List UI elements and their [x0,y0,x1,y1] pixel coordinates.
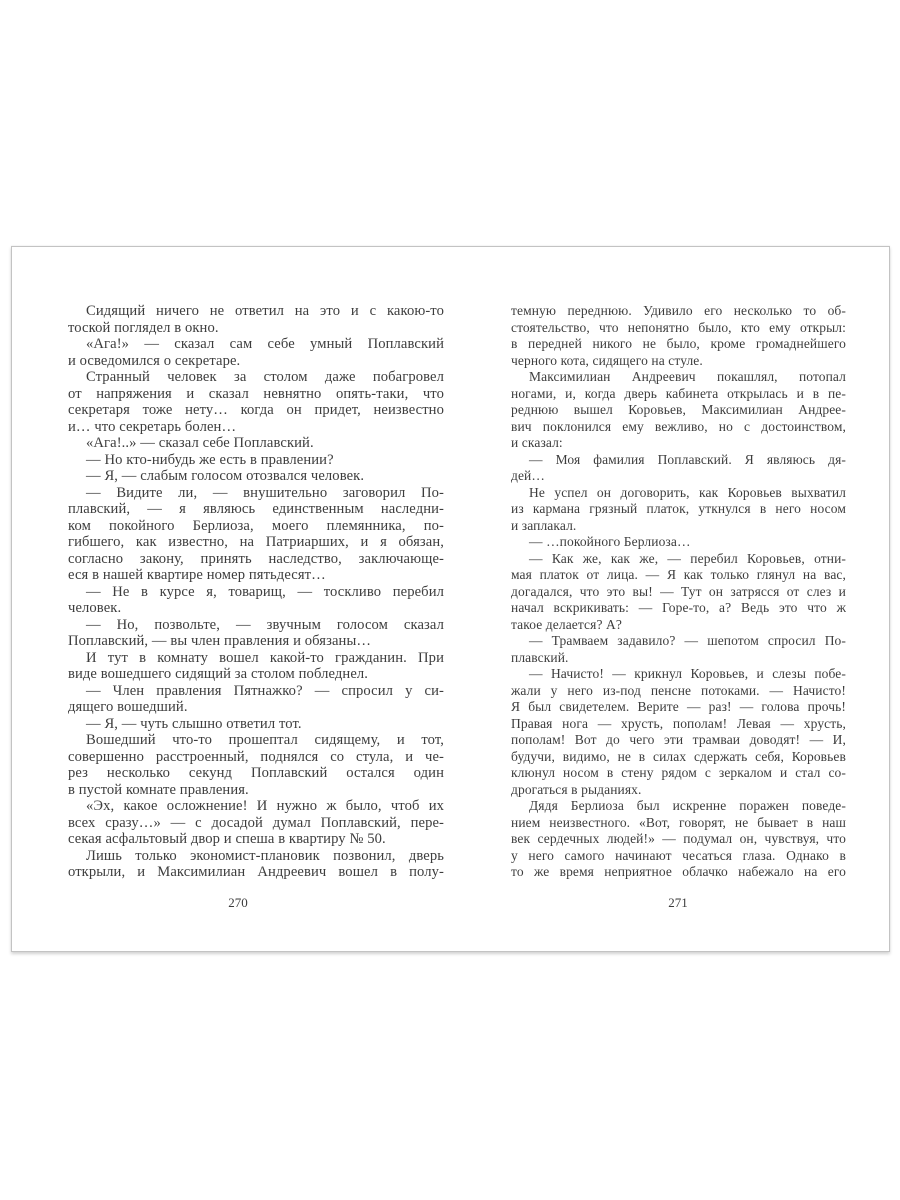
text-line: в передней никого не было, кроме громаднейшего [511,336,846,351]
text-line: Сидящий ничего не ответил на это и с какою-то [86,303,444,319]
text-line: Правая нога — хрусть, пополам! Левая — хрусть, [511,715,846,731]
text-line: от напряжения и сказал невнятно опять-таки, что [68,385,444,402]
text-line: пополам! Вот до чего эти трамваи доводят! — И, [511,732,846,747]
text-line: Дядя Берлиоза был искренне поражен поведе- [529,798,846,813]
text-line: «Эх, какое осложнение! И нужно ж было, чтоб их [86,798,444,814]
text-line: Странный человек за столом даже побагровел [86,369,444,385]
text-line: согласно закону, принять наследство, заключающе- [68,550,444,567]
text-line: реднюю вышел Коровьев, Максимилиан Андрее- [511,402,846,417]
text-line: ком покойного Берлиоза, моего племянника, по- [68,517,444,534]
text-line: дрогаться в рыданиях. [511,781,642,797]
text-line: темную переднюю. Удивило его несколько то об- [511,303,846,318]
text-line: и заплакал. [511,517,577,533]
text-line: — …покойного Берлиоза… [529,534,691,549]
text-line: вич поклонился ему вежливо, но с достоинством, [511,418,846,434]
text-line: — Но, позвольте, — звучным голосом сказал [86,616,444,633]
text-line: «Ага!» — сказал сам себе умный Поплавский [86,336,444,352]
text-line: «Ага!..» — сказал себе Поплавский. [86,435,314,451]
text-line: и осведомился о секретаре. [68,352,241,369]
text-line: виде вошедшего сидящий за столом побледнел. [68,666,369,682]
text-line: плавский. [511,649,569,665]
book-page-right [511,303,846,881]
text-line: еся в нашей квартире номер пятьдесят… [68,567,326,583]
text-line: нием неизвестного. «Вот, говорят, не бывает в наш [511,814,846,830]
text-line: Не успел он договорить, как Коровьев выхватил [529,484,846,500]
text-line: дящего вошедший. [68,699,188,715]
text-line: — Я, — слабым голосом отозвался человек. [86,468,365,484]
text-line: Вошедший что-то прошептал сидящему, и тот, [86,732,444,748]
text-line: И тут в комнату вошел какой-то гражданин. При [86,649,444,666]
text-line: плавский, — я являюсь единственным наследни- [68,501,444,517]
text-line: совершенно расстроенный, поднялся со стула, и че- [68,748,444,765]
text-line: начал вскрикивать: — Горе-то, а? Ведь это что ж [511,600,846,615]
text-line: клюнул носом в стену рядом с зеркалом и стал со- [511,765,846,780]
text-line: — Но кто-нибудь же есть в правлении? [86,451,334,468]
text-line: — Не в курсе я, товарищ, — тоскливо перебил [86,583,444,600]
text-line: Лишь только экономист-плановик позвонил, дверь [86,847,444,864]
text-line: — Член правления Пятнажко? — спросил у си- [86,682,444,699]
text-line: догадался, что это вы! — Тут он затрясся от слез и [511,583,846,599]
book-spread [11,246,890,952]
text-line: жали у него из-под пенсне потоками. — Начисто! [511,682,846,698]
text-line: в пустой комнате правления. [68,781,249,798]
text-line: такое делается? А? [511,616,622,632]
text-line: — Как же, как же, — перебил Коровьев, отни- [529,550,846,566]
text-line: открыли, и Максимилиан Андреевич вошел в полу- [68,864,444,880]
text-line: из кармана грязный платок, уткнулся в него носом [511,501,846,516]
text-line: гибшего, как известно, на Патриарших, и я обязан, [68,534,444,550]
text-line: — Видите ли, — внушительно заговорил По- [86,484,444,501]
text-line: секая асфальтовый двор и спеша в квартиру № 50. [68,831,386,847]
text-line: то же время неприятное облачко набежало на его [511,864,846,879]
text-line: — Начисто! — крикнул Коровьев, и слезы побе- [529,666,846,681]
text-line: человек. [68,600,122,616]
text-line: стоятельство, что непонятно было, кто ему открыл: [511,319,846,335]
text-line: мая платок от лица. — Я как только глянул на вас, [511,567,846,582]
text-line: Максимилиан Андреевич покашлял, потопал [529,369,846,384]
text-line: дей… [511,468,545,483]
text-line: Я был свидетелем. Верите — раз! — голова прочь! [511,699,846,714]
text-line: и… что секретарь болен… [68,418,237,435]
page-number-right: 271 [668,895,688,910]
text-line: и сказал: [511,435,563,450]
text-line: будучи, видимо, не в силах сдержать себя, Коровьев [511,748,846,764]
text-line: у него самого начинают чесаться глаза. Однако в [511,847,846,863]
text-line: всех сразу…» — с досадой думал Поплавский, пере- [68,814,444,831]
text-line: век сердечных людей!» — подумал он, чувствуя, что [511,831,846,846]
text-line: ногами, и, когда дверь кабинета открылась и в пе- [511,385,846,401]
text-line: Поплавский, — вы член правления и обязаны… [68,633,372,649]
text-line: тоской поглядел в окно. [68,319,219,336]
page-number-left: 270 [228,895,248,910]
text-line: рез несколько секунд Поплавский остался один [68,765,444,781]
text-line: секретаря тоже нету… когда он придет, неизвестно [68,402,444,418]
book-page-left [68,303,444,881]
text-line: — Трамваем задавило? — шепотом спросил По- [529,633,846,648]
text-line: — Я, — чуть слышно ответил тот. [86,715,302,732]
text-line: черного кота, сидящего на стуле. [511,352,703,368]
text-line: — Моя фамилия Поплавский. Я являюсь дя- [529,451,846,467]
